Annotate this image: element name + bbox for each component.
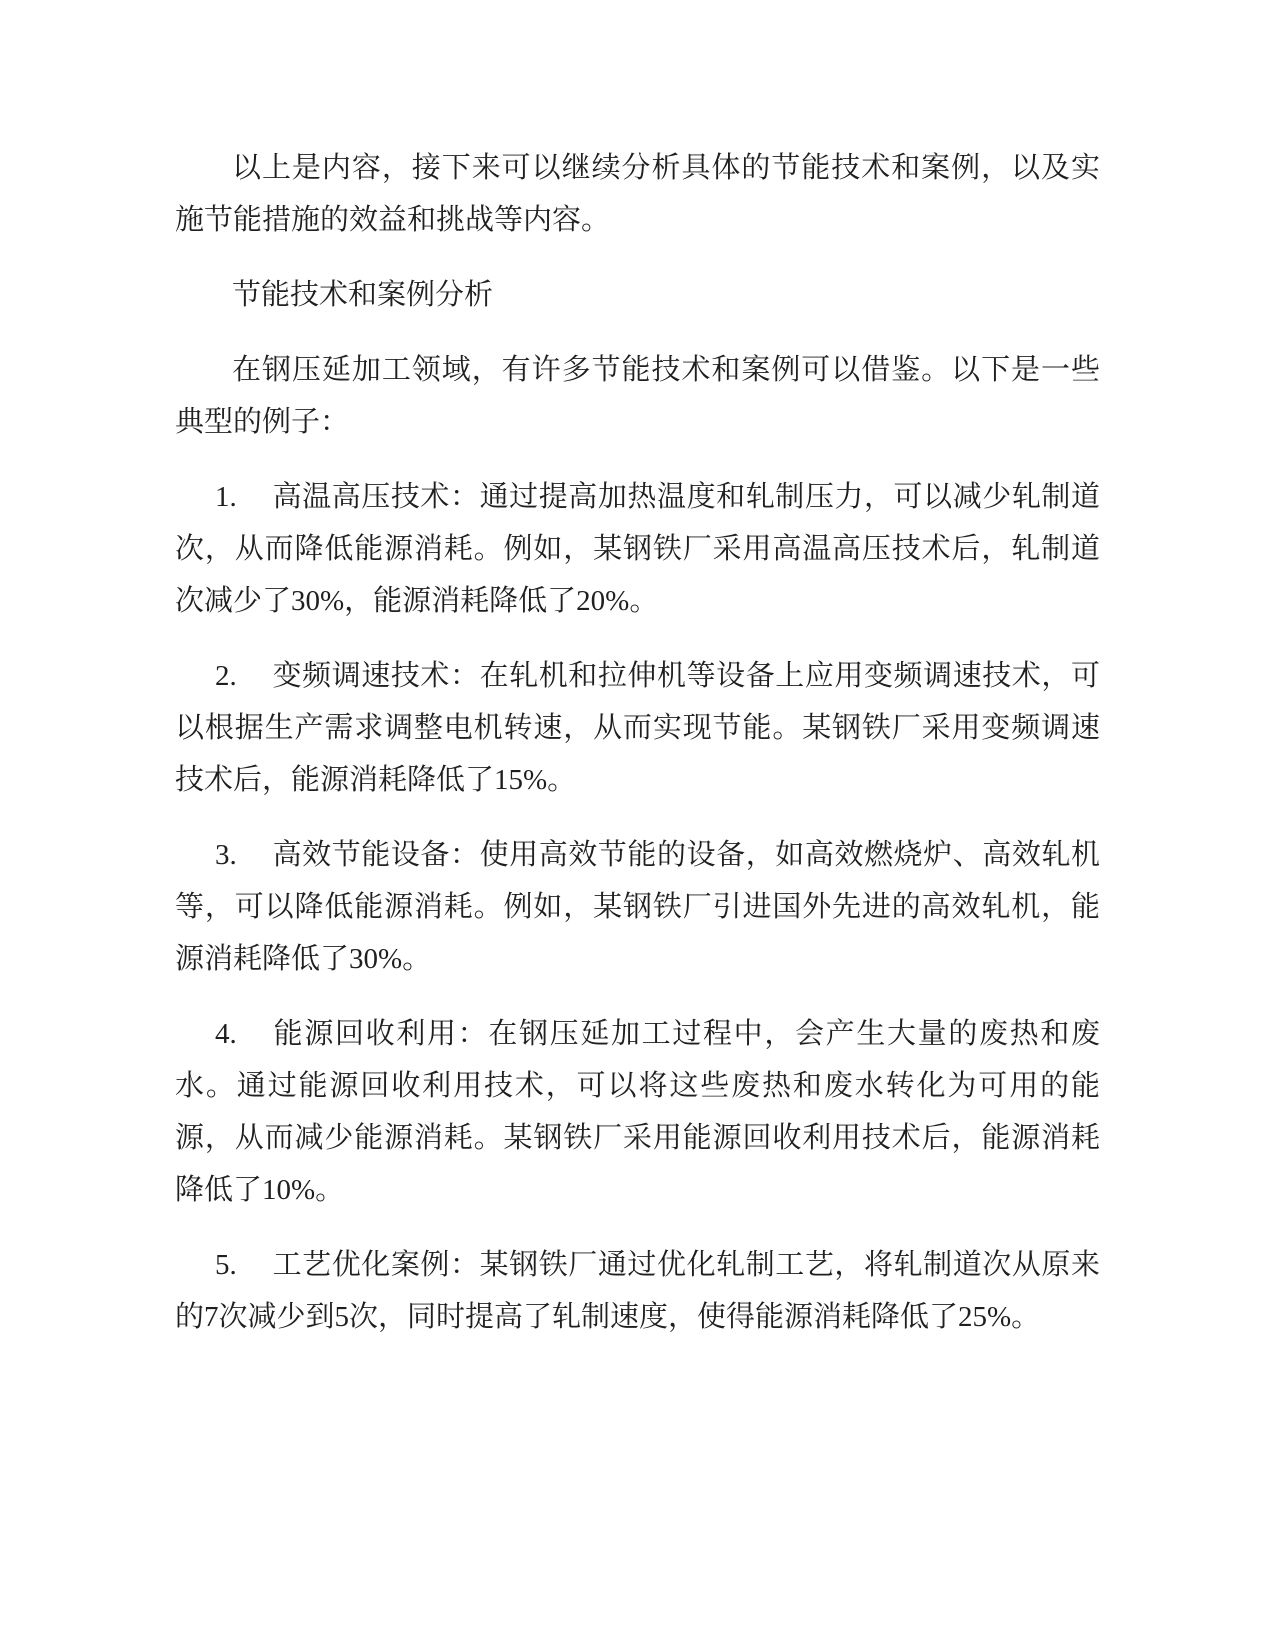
list-item-1-text: 高温高压技术：通过提高加热温度和轧制压力，可以减少轧制道次，从而降低能源消耗。例如，某钢铁厂采用高温高压技术后，轧制道次减少了30%，能源消耗降低了20%。 [175,481,1100,617]
list-item-5-number: 5. [215,1249,237,1281]
list-item-3-number: 3. [215,839,237,871]
list-item-1 [175,471,1100,627]
section-heading: 节能技术和案例分析 [232,279,494,311]
list-item-4 [175,1008,1100,1216]
list-item-4-text: 能源回收利用：在钢压延加工过程中，会产生大量的废热和废水。通过能源回收利用技术，可以将这些废热和废水转化为可用的能源，从而减少能源消耗。某钢铁厂采用能源回收利用技术后，能源消耗降低了10%。 [175,1018,1100,1206]
list-item-4-number: 4. [215,1018,237,1050]
list-item-1-number: 1. [215,481,237,513]
list-item-5-text: 工艺优化案例：某钢铁厂通过优化轧制工艺，将轧制道次从原来的7次减少到5次，同时提高了轧制速度，使得能源消耗降低了25%。 [175,1249,1100,1333]
list-item-2 [175,650,1100,806]
list-item-2-text: 变频调速技术：在轧机和拉伸机等设备上应用变频调速技术，可以根据生产需求调整电机转速，从而实现节能。某钢铁厂采用变频调速技术后，能源消耗降低了15%。 [175,660,1100,796]
list-item-5 [175,1239,1100,1343]
list-item-2-number: 2. [215,660,237,692]
lead-paragraph: 在钢压延加工领域，有许多节能技术和案例可以借鉴。以下是一些典型的例子： [175,354,1100,438]
list-item-3-text: 高效节能设备：使用高效节能的设备，如高效燃烧炉、高效轧机等，可以降低能源消耗。例如，某钢铁厂引进国外先进的高效轧机，能源消耗降低了30%。 [175,839,1100,975]
intro-paragraph: 以上是内容，接下来可以继续分析具体的节能技术和案例，以及实施节能措施的效益和挑战等内容。 [175,152,1100,236]
list-item-3 [175,829,1100,985]
